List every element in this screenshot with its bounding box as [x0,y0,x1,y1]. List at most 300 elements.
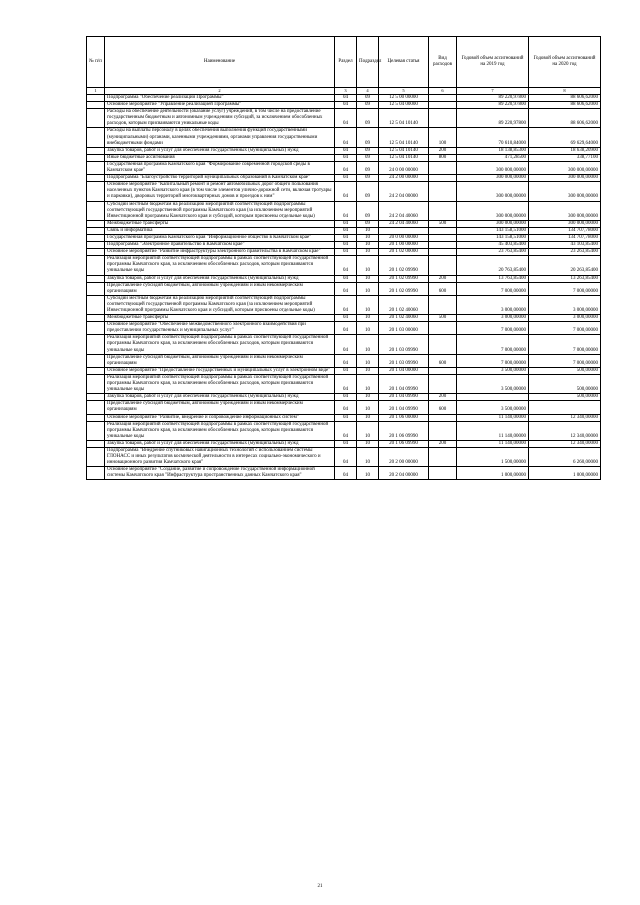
row-amount-2020: 338,77100 [529,154,601,161]
row-name: Подпрограмма "Электронное правительство в Камчатском крае" [105,242,335,249]
row-target-article: 20 1 03 09990 [379,354,429,367]
row-amount-2019: 3 000,00000 [457,315,529,322]
row-index [87,220,105,227]
row-section: 04 [335,282,357,295]
row-amount-2019: 3 500,00000 [457,401,529,414]
row-subsection: 10 [357,414,379,421]
row-amount-2019: 300 000,00000 [457,220,529,227]
row-expense-type [429,95,457,102]
row-target-article: 20 1 02 09990 [379,256,429,275]
row-amount-2020: 43 103,85400 [529,242,601,249]
row-section: 04 [335,234,357,241]
row-amount-2020: 300 000,00000 [529,175,601,182]
row-subsection: 09 [357,147,379,154]
row-name: Государственная программа Камчатского края "Информационное общество в Камчатском крае" [105,234,335,241]
table-row [87,335,601,354]
row-subsection: 10 [357,374,379,393]
row-amount-2019: 11 140,00000 [457,421,529,440]
row-expense-type: 200 [429,147,457,154]
row-section: 04 [335,367,357,374]
row-index [87,282,105,295]
row-amount-2019: 13 763,85400 [457,275,529,282]
row-index [87,95,105,102]
table-row [87,234,601,241]
row-amount-2020: 12 340,00000 [529,414,601,421]
row-amount-2019: 7 000,00000 [457,282,529,295]
row-name: Межбюджетные трансферты [105,315,335,322]
table-row [87,315,601,322]
row-expense-type [429,335,457,354]
row-section: 04 [335,242,357,249]
row-amount-2020: 300 000,00000 [529,182,601,201]
row-amount-2020: 7 000,00000 [529,322,601,335]
row-expense-type [429,227,457,234]
row-index [87,154,105,161]
row-name: Предоставление субсидий бюджетным, автономным учреждениям и иным некоммерческим организациям [105,282,335,295]
column-number: 7 [457,88,529,95]
row-subsection: 10 [357,227,379,234]
row-amount-2019: 45 403,85400 [457,242,529,249]
row-index [87,447,105,466]
row-name: Государственная программа Камчатского края "Формирование современной городской среды в Камчатском крае" [105,161,335,174]
row-amount-2019: 18 138,85300 [457,147,529,154]
row-amount-2020: 134 707,78000 [529,234,601,241]
row-index [87,367,105,374]
row-amount-2019 [457,394,529,401]
row-target-article: 20 1 03 00000 [379,322,429,335]
row-target-article: 20 1 06 09990 [379,421,429,440]
row-subsection: 10 [357,295,379,314]
row-target-article: 12 5 04 10140 [379,147,429,154]
row-name: Основное мероприятие "Развитие, внедрение и сопровождение информационных систем" [105,414,335,421]
row-amount-2020: 6 260,00000 [529,447,601,466]
row-subsection: 10 [357,322,379,335]
row-amount-2019: 20 763,85400 [457,256,529,275]
table-row [87,242,601,249]
row-section: 04 [335,335,357,354]
row-amount-2019: 89 220,97800 [457,95,529,102]
row-amount-2019: 7 000,00000 [457,335,529,354]
row-target-article: 20 1 06 09990 [379,440,429,447]
row-amount-2019: 300 000,00000 [457,161,529,174]
row-expense-type [429,201,457,220]
column-number: 1 [87,88,105,95]
row-target-article: 20 1 04 09990 [379,374,429,393]
row-target-article: 12 5 04 10140 [379,109,429,128]
row-expense-type: 600 [429,282,457,295]
table-row [87,147,601,154]
row-target-article: 20 1 00 00000 [379,242,429,249]
row-index [87,335,105,354]
table-row [87,367,601,374]
table-row [87,220,601,227]
table-row [87,175,601,182]
table-row [87,256,601,275]
row-index [87,394,105,401]
row-amount-2020 [529,401,601,414]
row-section: 04 [335,394,357,401]
column-number: 2 [105,88,335,95]
row-section: 04 [335,275,357,282]
table-row [87,374,601,393]
row-index [87,440,105,447]
row-amount-2019: 70 610,84000 [457,128,529,147]
row-target-article: 20 1 04 00000 [379,367,429,374]
row-section: 04 [335,447,357,466]
row-expense-type [429,175,457,182]
row-name: Подпрограмма "Обеспечение реализации Программы" [105,95,335,102]
header-cell: Раздел [335,37,357,88]
row-amount-2019: 7 000,00000 [457,322,529,335]
row-name: Связь и информатика [105,227,335,234]
row-expense-type [429,256,457,275]
row-name: Закупка товаров, работ и услуг для обеспечения государственных (муниципальных) нужд [105,394,335,401]
row-amount-2019: 1 500,00000 [457,447,529,466]
page-number: 21 [317,884,323,889]
row-subsection: 10 [357,394,379,401]
row-name: Межбюджетные трансферты [105,220,335,227]
row-section: 04 [335,414,357,421]
table-body [87,95,601,480]
row-amount-2019: 89 220,97800 [457,109,529,128]
row-amount-2020: 88 606,62000 [529,109,601,128]
row-target-article: 20 1 02 00000 [379,249,429,256]
table-header-row [87,37,601,88]
row-amount-2019: 1 000,00000 [457,467,529,480]
row-section: 04 [335,421,357,440]
row-name: Реализация мероприятий соответствующей подпрограммы в рамках соответствующей государственной программы Камчатского края, за исключением обособленных расходов, которым присваиваются уникальные коды [105,256,335,275]
row-index [87,421,105,440]
row-index [87,322,105,335]
table-row [87,161,601,174]
row-target-article: 20 1 04 09990 [379,401,429,414]
row-subsection: 10 [357,256,379,275]
row-amount-2020: 23 263,85400 [529,249,601,256]
row-index [87,414,105,421]
row-amount-2020: 7 000,00000 [529,354,601,367]
row-target-article: 24 2 04 40060 [379,201,429,220]
row-amount-2020: 300 000,00000 [529,201,601,220]
row-name: Подпрограмма "Благоустройство территорий муниципальных образований в Камчатском крае" [105,175,335,182]
column-number: 5 [379,88,429,95]
row-target-article: 12 5 04 10140 [379,154,429,161]
column-number: 6 [429,88,457,95]
row-subsection: 09 [357,128,379,147]
row-target-article: 20 1 02 40060 [379,295,429,314]
row-name: Предоставление субсидий бюджетным, автономным учреждениям и иным некоммерческим организациям [105,401,335,414]
row-amount-2019: 89 220,97800 [457,102,529,109]
row-name: Закупка товаров, работ и услуг для обеспечения государственных (муниципальных) нужд [105,147,335,154]
row-amount-2019: 7 000,00000 [457,354,529,367]
table-row [87,322,601,335]
table-row [87,182,601,201]
row-subsection: 10 [357,275,379,282]
row-subsection: 10 [357,440,379,447]
row-index [87,147,105,154]
row-target-article: 20 1 04 09990 [379,394,429,401]
row-amount-2020: 3 000,00000 [529,295,601,314]
row-target-article [379,227,429,234]
row-name: Основное мероприятие "Предоставление государственных и муниципальных услуг в электронном виде" [105,367,335,374]
row-index [87,256,105,275]
row-amount-2019: 3 500,00000 [457,367,529,374]
row-target-article: 20 1 02 40060 [379,315,429,322]
row-subsection: 10 [357,367,379,374]
row-target-article: 12 5 00 00000 [379,95,429,102]
row-index [87,374,105,393]
row-amount-2020: 7 000,00000 [529,282,601,295]
row-expense-type: 200 [429,394,457,401]
row-amount-2020: 13 263,85400 [529,275,601,282]
row-subsection: 09 [357,182,379,201]
row-section: 04 [335,102,357,109]
row-expense-type [429,421,457,440]
row-name: Субсидии местным бюджетам на реализацию мероприятий соответствующей подпрограммы соответствующей государственной программы Камчатского края (за исключением мероприятий Инвестиционной программы Камчатского края и субсидий, которым присвоены отдельные коды) [105,201,335,220]
row-section: 04 [335,154,357,161]
row-expense-type [429,447,457,466]
row-expense-type [429,249,457,256]
row-target-article: 20 1 03 09990 [379,335,429,354]
row-section: 04 [335,227,357,234]
row-index [87,354,105,367]
row-expense-type [429,234,457,241]
table-row [87,295,601,314]
row-section: 04 [335,295,357,314]
row-amount-2019: 300 000,00000 [457,182,529,201]
row-section: 04 [335,182,357,201]
row-expense-type [429,295,457,314]
row-index [87,201,105,220]
row-target-article: 20 1 02 09990 [379,282,429,295]
table-row [87,421,601,440]
row-subsection: 09 [357,102,379,109]
row-expense-type [429,109,457,128]
row-expense-type [429,374,457,393]
row-amount-2019: 23 763,85400 [457,249,529,256]
row-index [87,234,105,241]
row-amount-2020: 500,00000 [529,367,601,374]
row-section: 04 [335,374,357,393]
header-cell: Наименование [105,37,335,88]
row-amount-2019: 143 158,51000 [457,234,529,241]
row-target-article: 24 2 04 40060 [379,220,429,227]
row-expense-type [429,322,457,335]
row-subsection: 09 [357,201,379,220]
row-expense-type: 600 [429,401,457,414]
row-subsection: 10 [357,401,379,414]
row-amount-2019: 3 500,00000 [457,374,529,393]
column-number: 8 [529,88,601,95]
row-name: Иные бюджетные ассигнования [105,154,335,161]
row-amount-2020: 500,00000 [529,394,601,401]
row-amount-2019: 3 000,00000 [457,295,529,314]
row-index [87,175,105,182]
row-subsection: 09 [357,220,379,227]
row-amount-2019: 11 140,00000 [457,414,529,421]
budget-table [86,36,601,480]
row-amount-2020: 500,00000 [529,374,601,393]
header-cell: Годовой объем ассигнований на 2019 год [457,37,529,88]
row-expense-type: 100 [429,128,457,147]
row-index [87,275,105,282]
row-name: Основное мероприятие "Создание, развитие и сопровождение государственной информационной системы Камчатского края "Инфраструктура пространственных данных Камчатского края" [105,467,335,480]
row-subsection: 10 [357,242,379,249]
row-expense-type [429,367,457,374]
row-amount-2020: 88 606,62000 [529,95,601,102]
table-row [87,401,601,414]
row-subsection: 10 [357,315,379,322]
row-section: 04 [335,249,357,256]
row-expense-type [429,467,457,480]
row-name: Реализация мероприятий соответствующей подпрограммы в рамках соответствующей государственной программы Камчатского края, за исключением обособленных расходов, которым присваиваются уникальные коды [105,421,335,440]
table-row [87,282,601,295]
row-subsection: 10 [357,335,379,354]
row-expense-type [429,102,457,109]
row-section: 04 [335,322,357,335]
row-index [87,467,105,480]
table-row [87,249,601,256]
table-row [87,447,601,466]
row-subsection: 10 [357,282,379,295]
row-name: Основное мероприятие "Капитальный ремонт и ремонт автомобильных дорог общего пользования населенных пунктов Камчатского края (в том числе элементов улично-дорожной сети, включая тротуары и парковки), дворовых территорий многоквартирных домов и проездов к ним" [105,182,335,201]
row-name: Расходы на обеспечение деятельности (оказание услуг) учреждений, в том числе на предоставление государственным бюджетным и автономным учреждениям субсидий, за исключением обособленных расходов, которым присваиваются уникальные коды [105,109,335,128]
table-row [87,128,601,147]
row-target-article: 20 2 04 00000 [379,467,429,480]
row-section: 04 [335,256,357,275]
row-expense-type: 500 [429,315,457,322]
row-target-article: 20 2 00 00000 [379,447,429,466]
row-name: Основное мероприятие "Обеспечение межведомственного электронного взаимодействия при предоставлении государственных и муниципальных услуг" [105,322,335,335]
row-amount-2020: 12 340,00000 [529,421,601,440]
row-amount-2020: 3 000,00000 [529,315,601,322]
row-name: Субсидии местным бюджетам на реализацию мероприятий соответствующей подпрограммы соответствующей государственной программы Камчатского края (за исключением мероприятий Инвестиционной программы Камчатского края и субсидий, которым присвоены отдельные коды) [105,295,335,314]
row-amount-2020: 7 000,00000 [529,335,601,354]
row-index [87,249,105,256]
header-cell: Вид расходов [429,37,457,88]
row-expense-type [429,161,457,174]
row-section: 04 [335,95,357,102]
row-section: 04 [335,401,357,414]
row-target-article: 20 0 00 00000 [379,234,429,241]
table-row [87,95,601,102]
table-row [87,467,601,480]
table-row [87,109,601,128]
table-row [87,275,601,282]
row-expense-type: 600 [429,354,457,367]
row-name: Реализация мероприятий соответствующей подпрограммы в рамках соответствующей государственной программы Камчатского края, за исключением обособленных расходов, которым присваиваются уникальные коды [105,374,335,393]
row-name: Основное мероприятие "Развитие инфраструктуры электронного правительства в Камчатском крае" [105,249,335,256]
header-cell: № п/п [87,37,105,88]
row-target-article: 24 2 00 00000 [379,175,429,182]
row-section: 04 [335,440,357,447]
table-row [87,394,601,401]
row-amount-2020: 20 263,85400 [529,256,601,275]
table-row [87,414,601,421]
row-name: Расходы на выплаты персоналу в целях обеспечения выполнения функций государственными (муниципальными) органами, казенными учреждениями, органами управления государственными внебюджетными фондами [105,128,335,147]
column-number: 4 [357,88,379,95]
row-subsection: 10 [357,467,379,480]
row-subsection: 10 [357,234,379,241]
row-target-article: 24 2 04 00000 [379,182,429,201]
row-name: Закупка товаров, работ и услуг для обеспечения государственных (муниципальных) нужд [105,440,335,447]
row-index [87,182,105,201]
row-index [87,109,105,128]
row-amount-2019: 11 140,00000 [457,440,529,447]
row-section: 04 [335,175,357,182]
row-section: 04 [335,315,357,322]
row-target-article: 20 1 02 09990 [379,275,429,282]
row-amount-2019: 300 000,00000 [457,175,529,182]
table-row [87,201,601,220]
row-target-article: 12 5 04 00000 [379,102,429,109]
row-name: Подпрограмма "Внедрение спутниковых навигационных технологий с использованием системы ГЛОНАСС и иных результатов космической деятельности в интересах социально-экономического и инновационного развития Камчатского края" [105,447,335,466]
row-subsection: 09 [357,175,379,182]
row-section: 04 [335,220,357,227]
table-row [87,227,601,234]
row-name: Предоставление субсидий бюджетным, автономным учреждениям и иным некоммерческим организациям [105,354,335,367]
row-index [87,161,105,174]
row-index [87,242,105,249]
row-subsection: 10 [357,354,379,367]
table-row [87,102,601,109]
row-subsection: 10 [357,249,379,256]
row-index [87,102,105,109]
row-subsection: 09 [357,109,379,128]
header-cell: Подраздел [357,37,379,88]
row-expense-type: 200 [429,275,457,282]
table-row [87,154,601,161]
row-name: Основное мероприятие "Управление реализацией Программы" [105,102,335,109]
row-index [87,315,105,322]
row-expense-type [429,182,457,201]
row-subsection: 10 [357,421,379,440]
row-amount-2020: 134 707,78000 [529,227,601,234]
row-amount-2020: 69 629,64000 [529,128,601,147]
row-name: Закупка товаров, работ и услуг для обеспечения государственных (муниципальных) нужд [105,275,335,282]
row-amount-2019: 143 158,51000 [457,227,529,234]
row-expense-type: 800 [429,154,457,161]
row-name: Реализация мероприятий соответствующей подпрограммы в рамках соответствующей государственной программы Камчатского края, за исключением обособленных расходов, которым присваиваются уникальные коды [105,335,335,354]
header-cell: Годовой объем ассигнований на 2020 год [529,37,601,88]
row-index [87,401,105,414]
row-target-article: 24 0 00 00000 [379,161,429,174]
row-expense-type [429,242,457,249]
row-section: 04 [335,467,357,480]
row-expense-type: 200 [429,440,457,447]
row-subsection: 10 [357,447,379,466]
row-amount-2020: 18 638,20900 [529,147,601,154]
row-index [87,295,105,314]
row-subsection: 09 [357,154,379,161]
column-number-row [87,88,601,95]
table-row [87,440,601,447]
row-subsection: 09 [357,161,379,174]
row-section: 04 [335,109,357,128]
table-row [87,354,601,367]
row-section: 04 [335,128,357,147]
row-index [87,128,105,147]
row-amount-2020: 300 000,00000 [529,220,601,227]
row-section: 04 [335,354,357,367]
row-section: 04 [335,161,357,174]
row-amount-2020: 88 606,62000 [529,102,601,109]
row-target-article: 20 1 06 00000 [379,414,429,421]
row-amount-2020: 12 340,00000 [529,440,601,447]
row-amount-2020: 1 000,00000 [529,467,601,480]
row-subsection: 09 [357,95,379,102]
row-section: 04 [335,147,357,154]
row-target-article: 12 5 04 10140 [379,128,429,147]
